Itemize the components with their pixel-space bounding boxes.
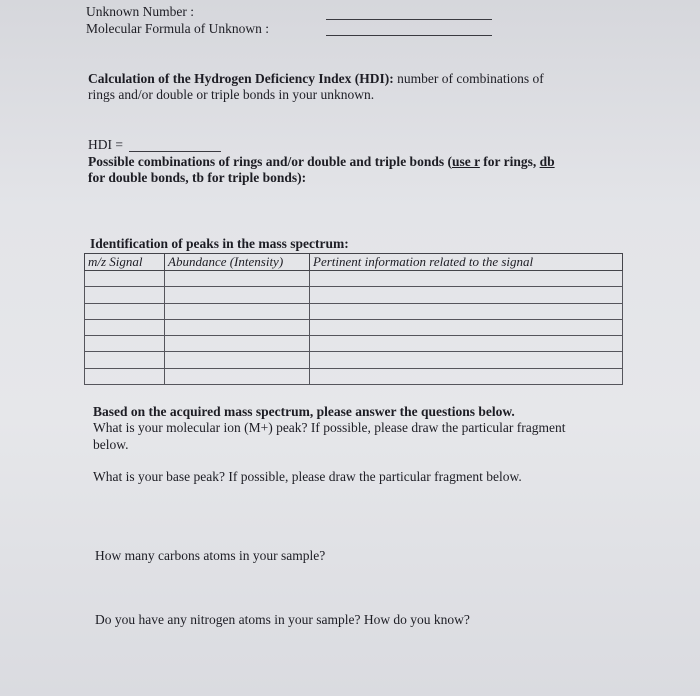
mass-spectrum-title: Identification of peaks in the mass spectrum: [90,236,349,251]
table-cell[interactable] [310,352,623,368]
question-nitrogen: Do you have any nitrogen atoms in your sample? How do you know? [95,612,470,627]
combinations-part1: Possible combinations of rings and/or double and triple bonds ( [88,154,452,169]
column-header-abundance: Abundance (Intensity) [165,254,310,271]
table-header-row [85,254,623,271]
question-carbon-count: How many carbons atoms in your sample? [95,548,326,563]
unknown-number-label: Unknown Number : [86,4,194,19]
table-cell[interactable] [165,287,310,303]
mass-spectrum-table [84,253,623,385]
table-cell[interactable] [85,368,165,384]
table-cell[interactable] [85,319,165,335]
table-row [85,319,623,335]
table-cell[interactable] [310,319,623,335]
table-row [85,303,623,319]
table-row [85,352,623,368]
table-cell[interactable] [310,368,623,384]
combinations-use-r: use r [451,154,480,169]
question-molecular-ion-line1: What is your molecular ion (M+) peak? If possible, please draw the particular fragment [93,420,566,435]
table-cell[interactable] [165,271,310,287]
question-molecular-ion-line2: below. [93,437,129,452]
column-header-pertinent-info: Pertinent information related to the signal [310,254,623,271]
table-cell[interactable] [85,271,165,287]
table-cell[interactable] [85,303,165,319]
hdi-blank[interactable] [129,151,221,152]
hdi-description [88,71,544,87]
hdi-description-part1: number of combinations of [397,71,544,86]
table-cell[interactable] [165,336,310,352]
table-cell[interactable] [165,368,310,384]
table-cell[interactable] [165,303,310,319]
question-base-peak: What is your base peak? If possible, please draw the particular fragment below. [93,469,522,484]
table-cell[interactable] [165,319,310,335]
molecular-formula-blank[interactable] [326,35,492,36]
hdi-title: Calculation of the Hydrogen Deficiency Index (HDI): [88,71,394,86]
combinations-db: db [539,154,555,169]
table-cell[interactable] [85,287,165,303]
table-cell[interactable] [165,352,310,368]
combinations-line1 [88,154,555,170]
table-cell[interactable] [310,336,623,352]
hdi-label: HDI = [88,137,123,152]
table-cell[interactable] [310,287,623,303]
table-row [85,287,623,303]
table-row [85,271,623,287]
table-cell[interactable] [85,352,165,368]
table-cell[interactable] [85,336,165,352]
questions-intro: Based on the acquired mass spectrum, please answer the questions below. [93,404,515,419]
table-row [85,368,623,384]
hdi-description-part2: rings and/or double or triple bonds in your unknown. [88,87,375,102]
unknown-number-blank[interactable] [326,19,492,20]
molecular-formula-label: Molecular Formula of Unknown : [86,21,269,36]
combinations-part2: for rings, [479,154,540,169]
table-cell[interactable] [310,303,623,319]
combinations-part3: for double bonds, tb for triple bonds): [88,170,307,185]
table-row [85,336,623,352]
column-header-mz: m/z Signal [85,254,165,271]
table-cell[interactable] [310,271,623,287]
